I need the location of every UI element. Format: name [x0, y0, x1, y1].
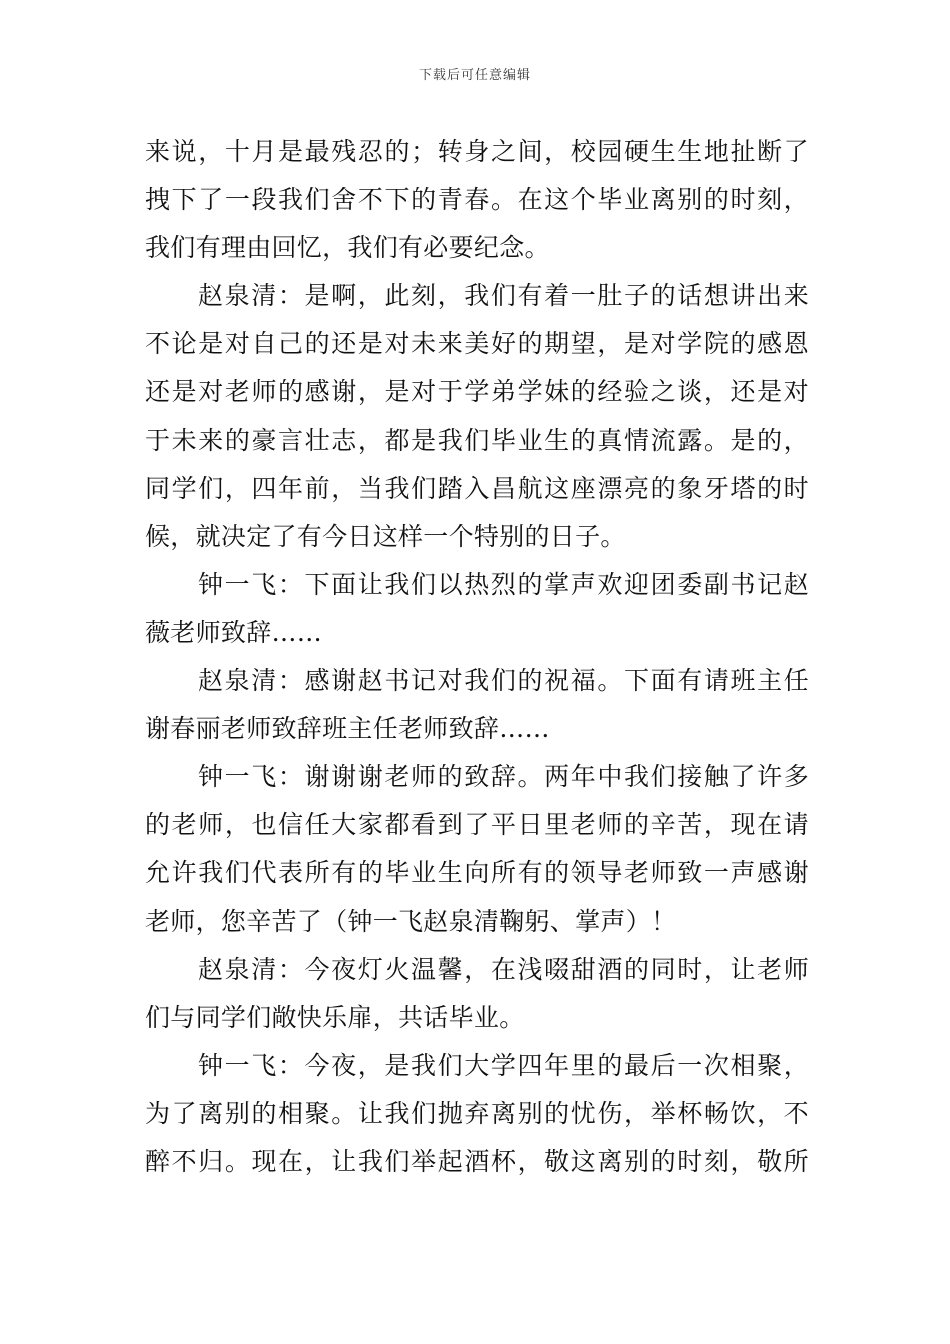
- text-line: 于未来的豪言壮志，都是我们毕业生的真情流露。是的，: [145, 425, 809, 455]
- document-body: [145, 128, 809, 1186]
- text-line: 为了离别的相聚。让我们抛弃离别的忧伤，举杯畅饮，不: [145, 1098, 809, 1128]
- text-line: 不论是对自己的还是对未来美好的期望，是对学院的感恩: [145, 329, 809, 359]
- text-line: 钟一飞：今夜，是我们大学四年里的最后一次相聚，: [198, 1050, 809, 1080]
- text-line: 来说，十月是最残忍的；转身之间，校园硬生生地扯断了: [145, 137, 809, 166]
- text-line: 钟一飞：下面让我们以热烈的掌声欢迎团委副书记赵: [198, 569, 809, 599]
- text-line: 的老师，也信任大家都看到了平日里老师的辛苦，现在请: [145, 810, 809, 840]
- text-line: 我们有理由回忆，我们有必要纪念。: [145, 233, 550, 263]
- text-line: 薇老师致辞……: [145, 617, 323, 647]
- text-line: 赵泉清：感谢赵书记对我们的祝福。下面有请班主任: [198, 666, 809, 696]
- page-header: 下载后可任意编辑: [418, 68, 531, 83]
- text-line: 赵泉清：是啊，此刻，我们有着一肚子的话想讲出来: [198, 281, 809, 311]
- text-line: 醉不归。现在，让我们举起酒杯，敬这离别的时刻，敬所: [145, 1146, 809, 1176]
- text-line: 允许我们代表所有的毕业生向所有的领导老师致一声感谢: [145, 858, 809, 888]
- text-line: 谢春丽老师致辞班主任老师致辞……: [145, 714, 550, 744]
- text-line: 拽下了一段我们舍不下的青春。在这个毕业离别的时刻，: [145, 185, 809, 215]
- text-line: 老师，您辛苦了（钟一飞赵泉清鞠躬、掌声）！: [145, 906, 677, 936]
- text-line: 同学们，四年前，当我们踏入昌航这座漂亮的象牙塔的时: [145, 473, 809, 503]
- text-line: 候，就决定了有今日这样一个特别的日子。: [145, 521, 626, 551]
- text-line: 钟一飞：谢谢谢老师的致辞。两年中我们接触了许多: [198, 762, 809, 792]
- text-line: 们与同学们敞快乐扉，共话毕业。: [145, 1002, 525, 1032]
- text-line: 还是对老师的感谢，是对于学弟学妹的经验之谈，还是对: [145, 377, 809, 407]
- text-line: 赵泉清：今夜灯火温馨，在浅啜甜酒的同时，让老师: [198, 954, 809, 984]
